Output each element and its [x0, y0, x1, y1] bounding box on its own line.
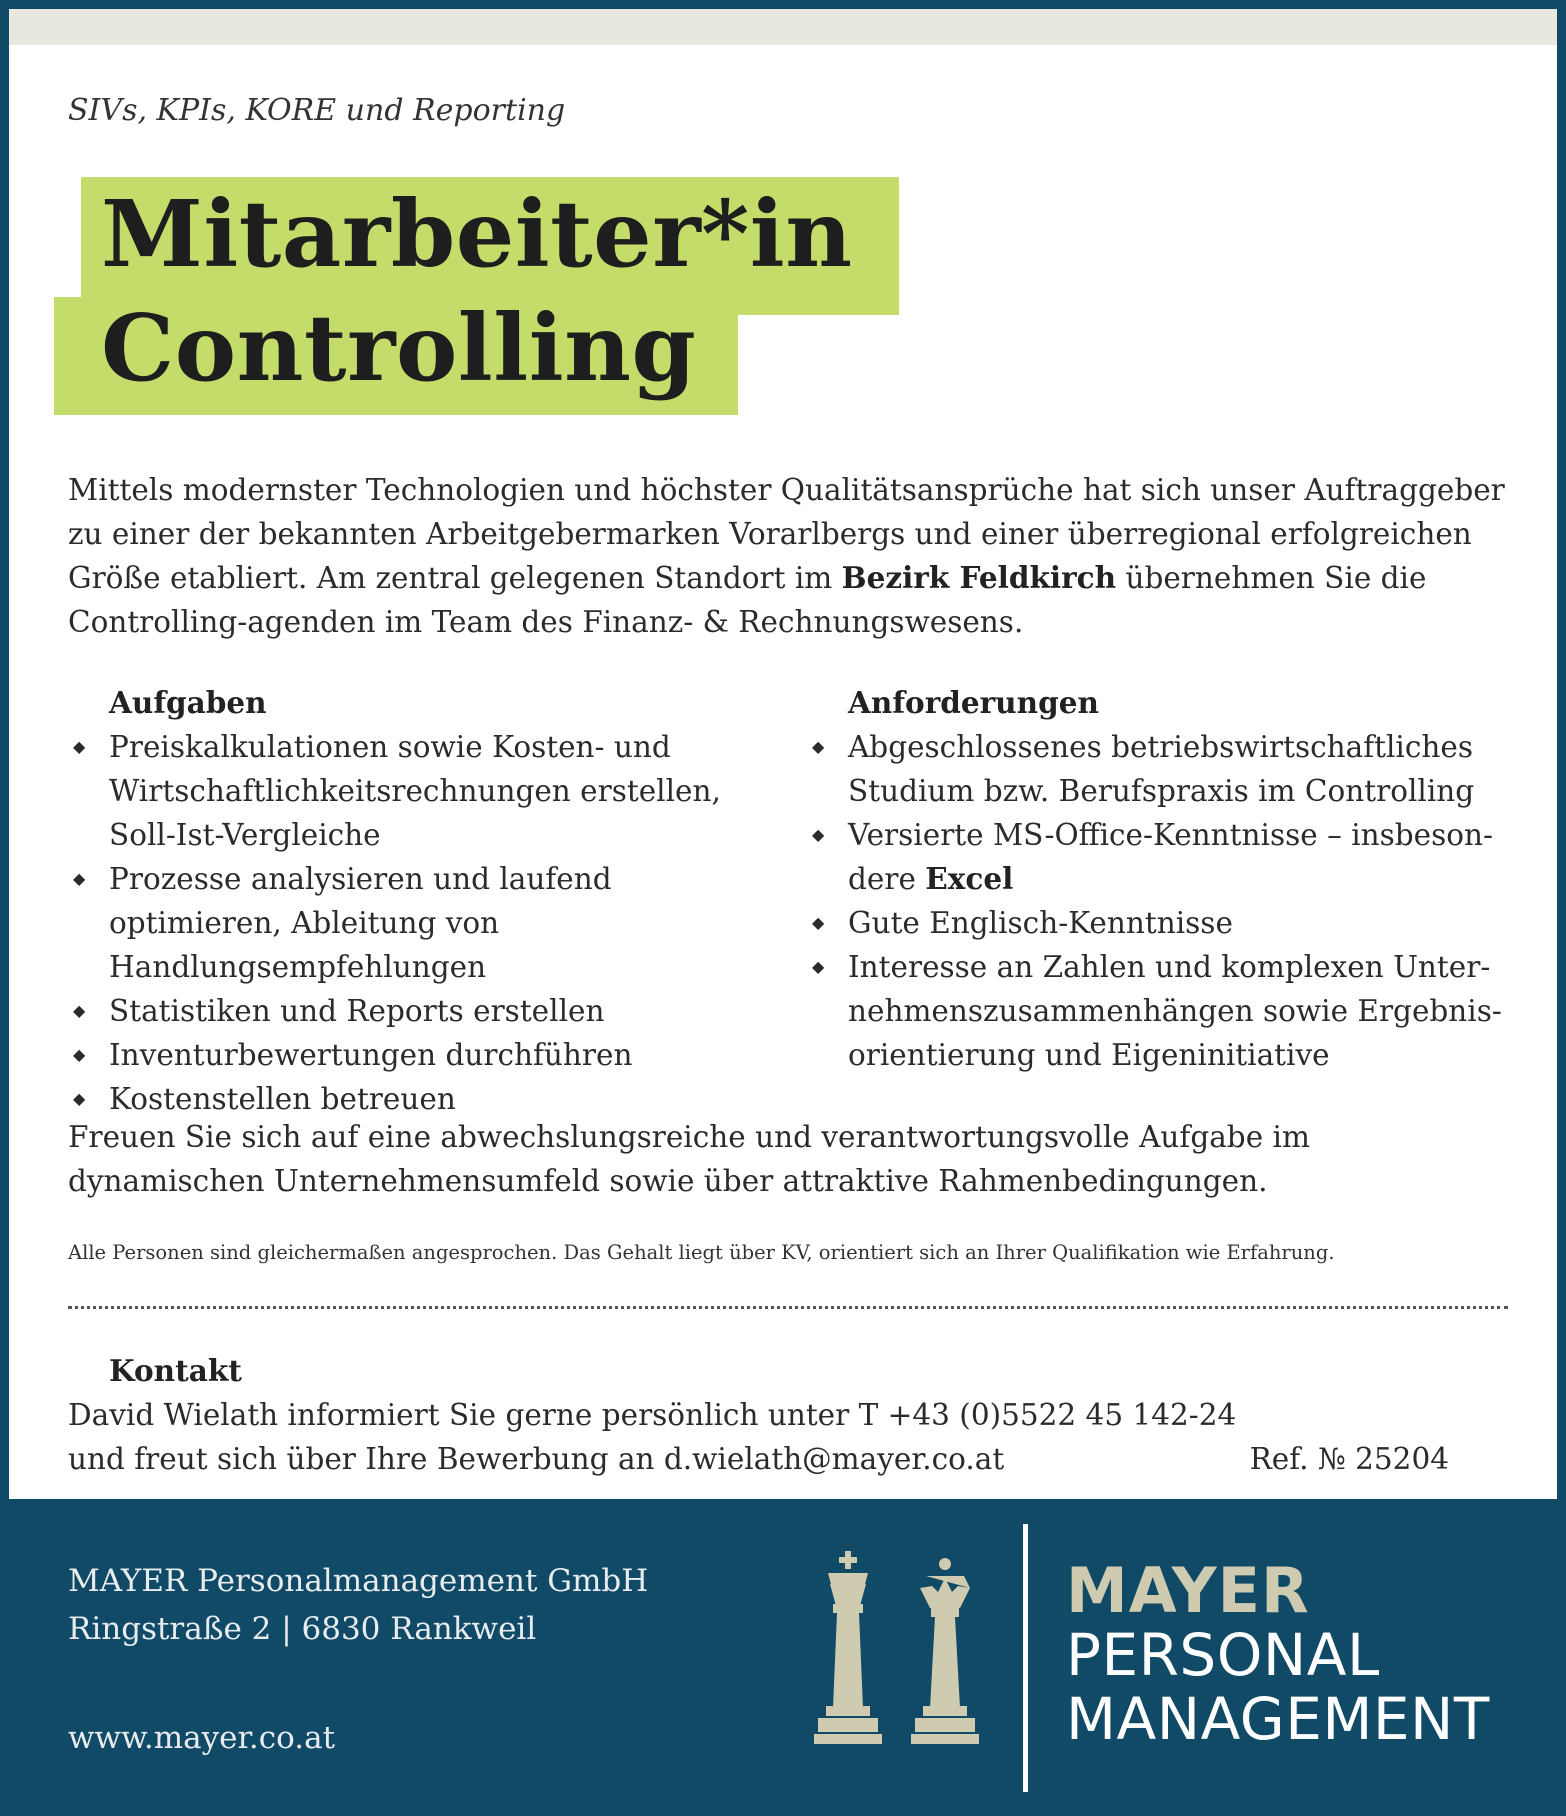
- intro-location: Bezirk Feldkirch: [841, 560, 1117, 595]
- king-icon: [814, 1551, 882, 1744]
- footer-website[interactable]: www.mayer.co.at: [68, 1720, 336, 1756]
- tasks-section: [70, 681, 790, 1121]
- bullet-icon: ◆: [73, 737, 86, 756]
- job-ad-card: [9, 9, 1557, 1499]
- requirement-text: Interesse an Zahlen und komplexen Unter-nehmenszusammenhängen sowie Ergebnis-orientierung und Eigeninitiative: [848, 950, 1502, 1072]
- job-title: [101, 177, 853, 405]
- list-item: [70, 725, 790, 857]
- footer-company: MAYER Personalmanagement GmbH: [68, 1563, 649, 1599]
- requirements-heading: Anforderungen: [848, 685, 1099, 720]
- ad-subtitle: SIVs, KPIs, KORE und Reporting: [68, 93, 566, 128]
- bullet-icon: ◆: [73, 1045, 86, 1064]
- logo-line-personal: PERSONAL: [1066, 1621, 1380, 1689]
- list-item: [809, 901, 1529, 945]
- footer-divider: [1023, 1524, 1028, 1792]
- queen-icon: [911, 1558, 979, 1744]
- contact-email-line: und freut sich über Ihre Bewerbung an d.wielath@mayer.co.at: [68, 1442, 1005, 1476]
- bullet-icon: ◆: [73, 1089, 86, 1108]
- list-item: [809, 725, 1529, 813]
- requirement-text: Versierte MS-Office-Kenntnisse – insbeson-dere: [848, 818, 1493, 896]
- contact-block: [68, 1393, 1508, 1481]
- dotted-divider: [68, 1306, 1508, 1309]
- disclaimer-note: Alle Personen sind gleichermaßen angesprochen. Das Gehalt liegt über KV, orientiert sich an Ihrer Qualifikation wie Erfahrung.: [68, 1241, 1335, 1264]
- tasks-list: [70, 725, 790, 1121]
- bullet-icon: ◆: [812, 957, 825, 976]
- bullet-icon: ◆: [812, 737, 825, 756]
- task-text: Kostenstellen betreuen: [109, 1082, 456, 1116]
- requirement-text: Abgeschlossenes betriebswirtschaftliches Studium bzw. Berufspraxis im Controlling: [848, 730, 1475, 808]
- closing-paragraph: Freuen Sie sich auf eine abwechslungsreiche und verantwortungsvolle Aufgabe im dynamischen Unternehmensumfeld sowie über attraktive Rahmenbedingungen.: [68, 1120, 1310, 1198]
- bullet-icon: ◆: [73, 1001, 86, 1020]
- requirements-list: [809, 725, 1529, 1077]
- intro-text-1: Mittels modernster Technologien und höchster Qualitätsansprüche hat sich unser Auftraggeber zu einer der bekannten Arbeitgebermarken Vorarlbergs und einer überregional erfolgreichen Größe etabliert. Am zentral gelegenen Standort im: [68, 473, 1505, 595]
- reference-number: Ref. № 25204: [1249, 1442, 1449, 1476]
- footer-address: Ringstraße 2 | 6830 Rankweil: [68, 1611, 537, 1647]
- intro-text-2: übernehmen Sie die Controlling-agenden im Team des Finanz- & Rechnungswesens.: [68, 561, 1427, 639]
- contact-phone-line: David Wielath informiert Sie gerne persönlich unter T +43 (0)5522 45 142-24: [68, 1398, 1237, 1432]
- contact-heading: Kontakt: [109, 1353, 242, 1388]
- bullet-icon: ◆: [812, 825, 825, 844]
- requirements-section: [809, 681, 1529, 1077]
- requirement-text: Gute Englisch-Kenntnisse: [848, 906, 1233, 940]
- task-text: Statistiken und Reports erstellen: [109, 994, 605, 1028]
- list-item: [809, 945, 1529, 1077]
- bullet-icon: ◆: [73, 869, 86, 888]
- task-text: Prozesse analysieren und laufend optimieren, Ableitung von Handlungsempfehlungen: [109, 862, 612, 984]
- list-item: [70, 1033, 790, 1077]
- top-bar: [9, 9, 1557, 45]
- mayer-logo: [1066, 1554, 1490, 1753]
- list-item: [70, 857, 790, 989]
- intro-paragraph: [68, 468, 1508, 644]
- bullet-icon: ◆: [812, 913, 825, 932]
- requirement-excel: Excel: [925, 861, 1014, 896]
- tasks-heading: Aufgaben: [109, 685, 267, 720]
- list-item: [809, 813, 1529, 901]
- task-text: Inventurbewertungen durchführen: [109, 1038, 633, 1072]
- logo-line-management: MANAGEMENT: [1066, 1685, 1490, 1753]
- job-title-line2: Controlling: [101, 294, 697, 402]
- job-title-line1: Mitarbeiter*in: [101, 180, 853, 288]
- task-text: Preiskalkulationen sowie Kosten- und Wirtschaftlichkeitsrechnungen erstellen, Soll-Ist-Vergleiche: [109, 730, 721, 852]
- chess-pieces-icon: [800, 1548, 990, 1748]
- list-item: [70, 989, 790, 1033]
- logo-line-mayer: MAYER: [1066, 1554, 1310, 1627]
